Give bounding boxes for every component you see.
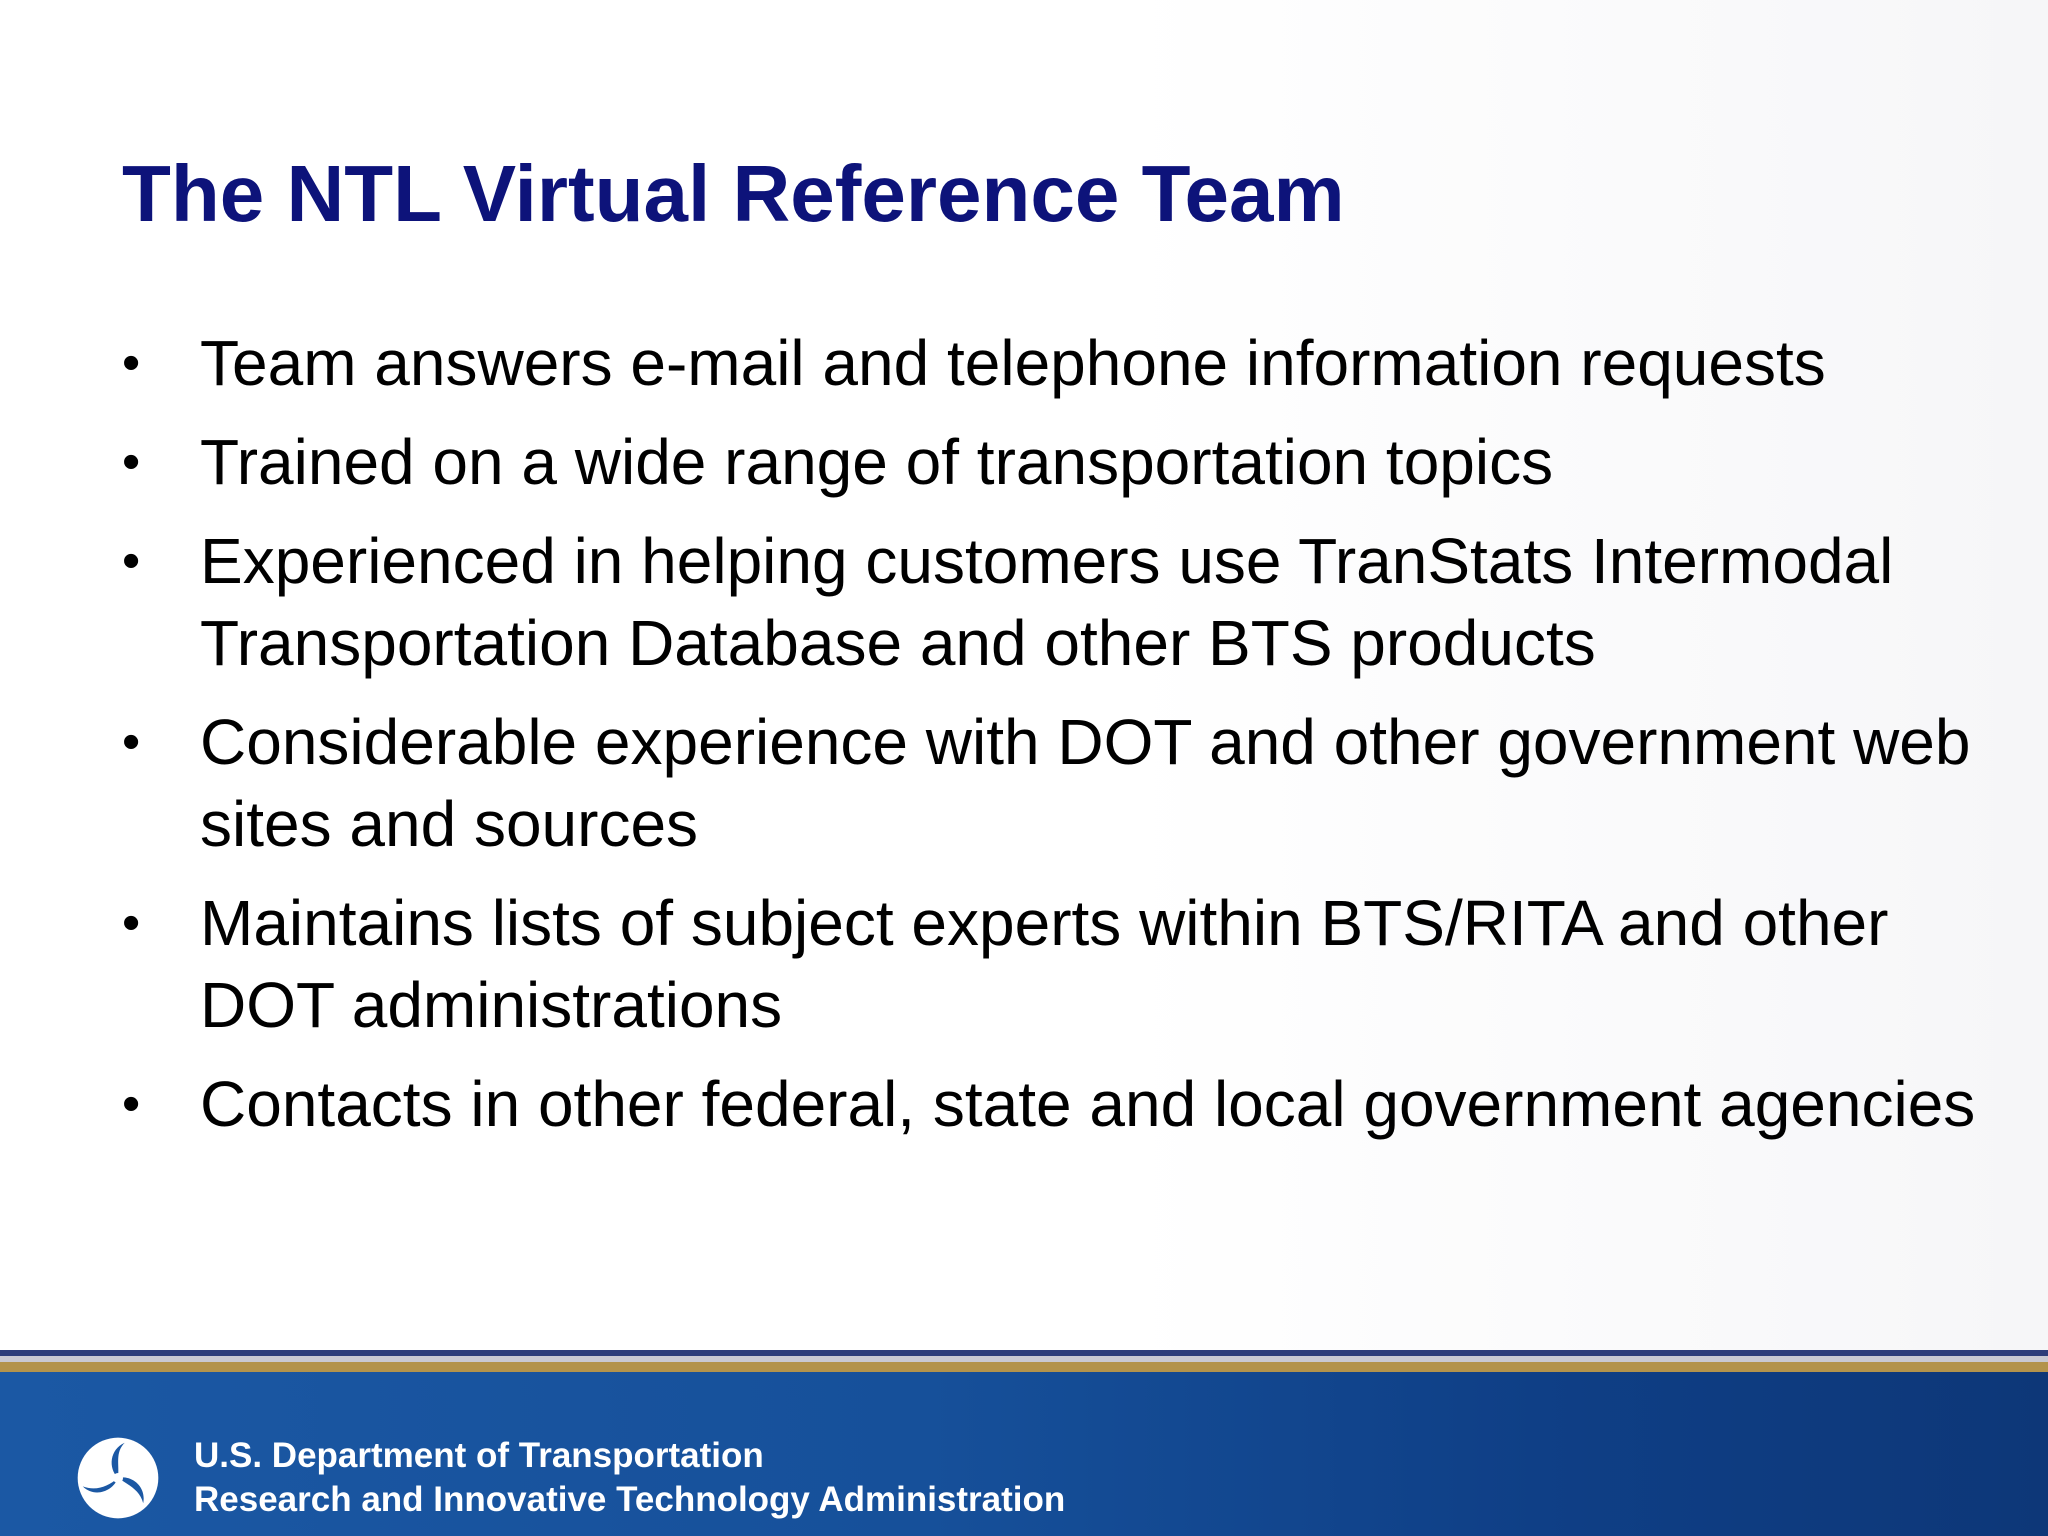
bullet-item xyxy=(122,1063,2002,1145)
bullet-icon: • xyxy=(122,532,141,590)
bullet-list xyxy=(122,322,2002,1162)
bullet-text: Maintains lists of subject experts within BTS/RITA and other DOT administrations xyxy=(200,887,1889,1041)
bullet-icon: • xyxy=(122,713,141,771)
bullet-text: Considerable experience with DOT and other government web sites and sources xyxy=(200,706,1971,860)
slide-title: The NTL Virtual Reference Team xyxy=(122,149,1345,238)
bullet-text: Contacts in other federal, state and local government agencies xyxy=(200,1068,1976,1140)
bullet-item xyxy=(122,322,2002,404)
footer-banner xyxy=(0,1350,2048,1536)
footer-agency-text xyxy=(194,1434,1065,1522)
bullet-item xyxy=(122,421,2002,503)
dot-tri-wave-logo-icon xyxy=(76,1436,160,1520)
bullet-text: Experienced in helping customers use TranStats Intermodal Transportation Database and other BTS products xyxy=(200,525,1894,679)
bullet-icon: • xyxy=(122,894,141,952)
bullet-text: Team answers e-mail and telephone information requests xyxy=(200,327,1826,399)
bullet-icon: • xyxy=(122,433,141,491)
bullet-icon: • xyxy=(122,334,141,392)
bullet-text: Trained on a wide range of transportation topics xyxy=(200,426,1554,498)
footer-band xyxy=(0,1372,2048,1536)
bullet-item xyxy=(122,520,2002,684)
footer-department-name: U.S. Department of Transportation xyxy=(194,1436,764,1475)
bullet-item xyxy=(122,882,2002,1046)
footer-stripe-gold xyxy=(0,1362,2048,1372)
bullet-icon: • xyxy=(122,1075,141,1133)
footer-administration-name: Research and Innovative Technology Administration xyxy=(194,1480,1066,1519)
bullet-item xyxy=(122,701,2002,865)
